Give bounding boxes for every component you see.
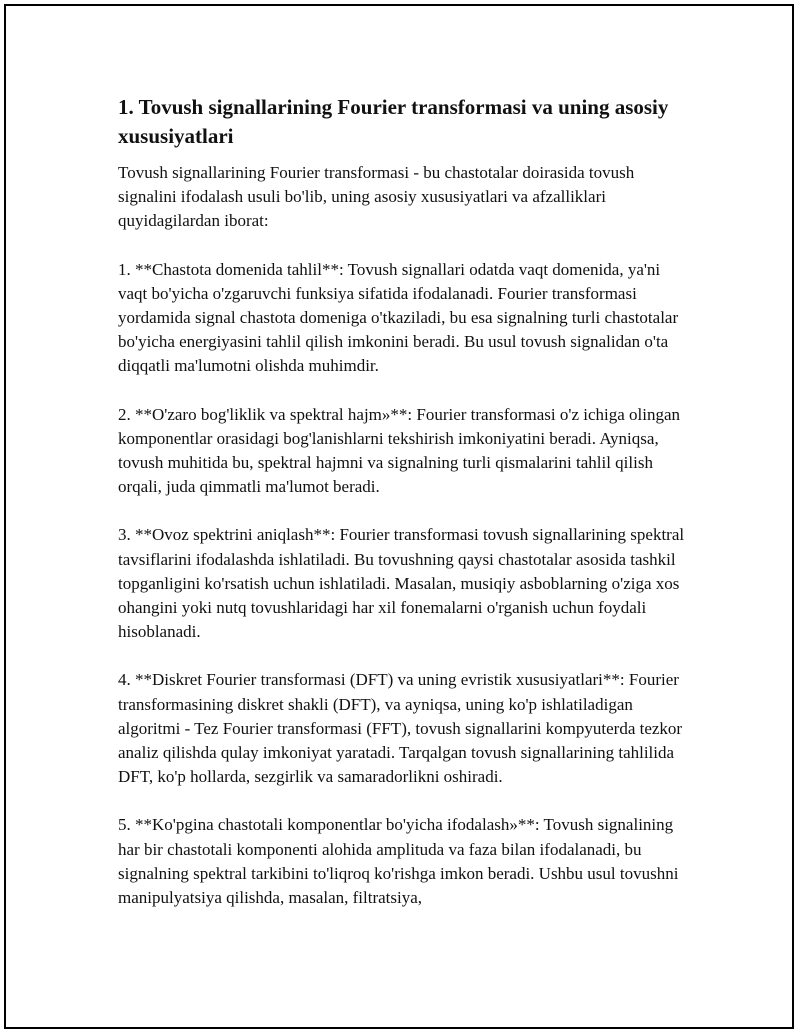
document-title: 1. Tovush signallarining Fourier transformasi va uning asosiy xususiyatlari <box>118 95 669 148</box>
paragraph-spectral-volume: 2. **O'zaro bog'liklik va spektral hajm»**: Fourier transformasi o'z ichiga olingan komponentlar orasidagi bog'lanishlarni tekshirish imkoniyatini beradi. Ayniqsa, tovush muhitida bu, spektral hajmni va signalning turli qismalarini tahlil qilish orqali, juda qimmatli ma'lumot beradi. <box>118 404 681 497</box>
paragraph-frequency-domain: 1. **Chastota domenida tahlil**: Tovush signallari odatda vaqt domenida, ya'ni vaqt bo'yicha o'zgaruvchi funksiya sifatida ifodalanadi. Fourier transformasi yordamida signal chastota domeniga o'tkaziladi, bu esa signalning turli chastotalar bo'yicha energiyasini tahlil qilish imkonini beradi. Bu usul tovush signalidan o'ta diqqatli ma'lumotni olishda muhimdir. <box>118 259 679 376</box>
paragraph-frequency-components: 5. **Ko'pgina chastotali komponentlar bo'yicha ifodalash»**: Tovush signalining har bir chastotali komponenti alohida amplituda va faza bilan ifodalanadi, bu signalning spektral tarkibini to'liqroq ko'rishga imkon beradi. Ushbu usul tovushni manipulyatsiya qilishda, masalan, filtratsiya, <box>118 815 679 908</box>
paragraph-dft: 4. **Diskret Fourier transformasi (DFT) va uning evristik xususiyatlari**: Fourier transformasining diskret shakli (DFT), va ayniqsa, uning ko'p ishlatiladigan algoritmi - Tez Fourier transformasi (FFT), tovush signallarini kompyuterda tezkor analiz qilishda qulay imkoniyat yaratadi. Tarqalgan tovush signallarining tahlilida DFT, ko'p hollarda, sezgirlik va samaradorlikni oshiradi. <box>118 670 683 787</box>
intro-paragraph: Tovush signallarining Fourier transformasi - bu chastotalar doirasida tovush signalini ifodalash usuli bo'lib, uning asosiy xususiyatlari va afzalliklari quyidagilardan iborat: <box>118 163 635 231</box>
document-body <box>118 93 693 934</box>
paragraph-sound-spectrum: 3. **Ovoz spektrini aniqlash**: Fourier transformasi tovush signallarining spektral tavsiflarini ifodalashda ishlatiladi. Bu tovushning qaysi chastotalar asosida tashkil topganligini ko'rsatish uchun ishlatiladi. Masalan, musiqiy asboblarning o'ziga xos ohangini yoki nutq tovushlaridagi har xil fonemalarni o'rganish uchun foydali hisoblanadi. <box>118 525 685 642</box>
